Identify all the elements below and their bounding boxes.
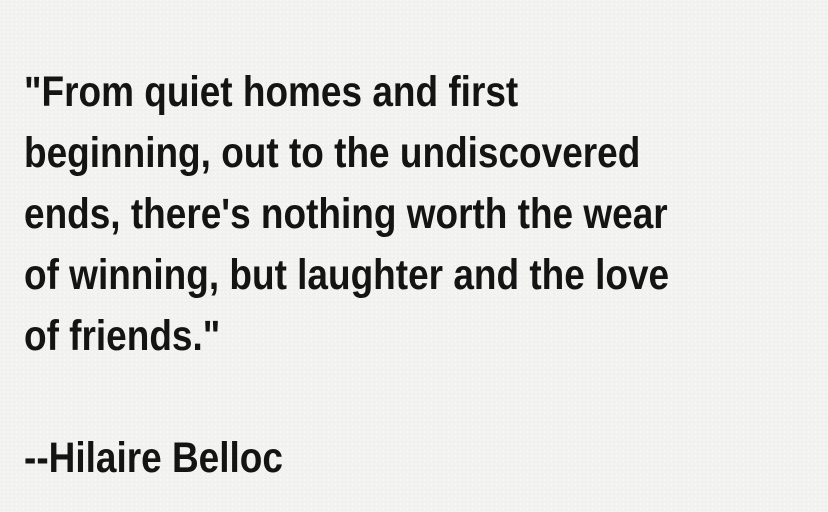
quote-attribution: --Hilaire Belloc (24, 434, 283, 482)
quote-line: of winning, but laughter and the love (24, 251, 670, 299)
quote-line: ends, there's nothing worth the wear (24, 190, 668, 238)
quote-line: "From quiet homes and first (24, 68, 519, 116)
quote-line: beginning, out to the undiscovered (24, 129, 641, 177)
quote-text (24, 62, 814, 367)
quote-line: of friends." (24, 312, 221, 360)
